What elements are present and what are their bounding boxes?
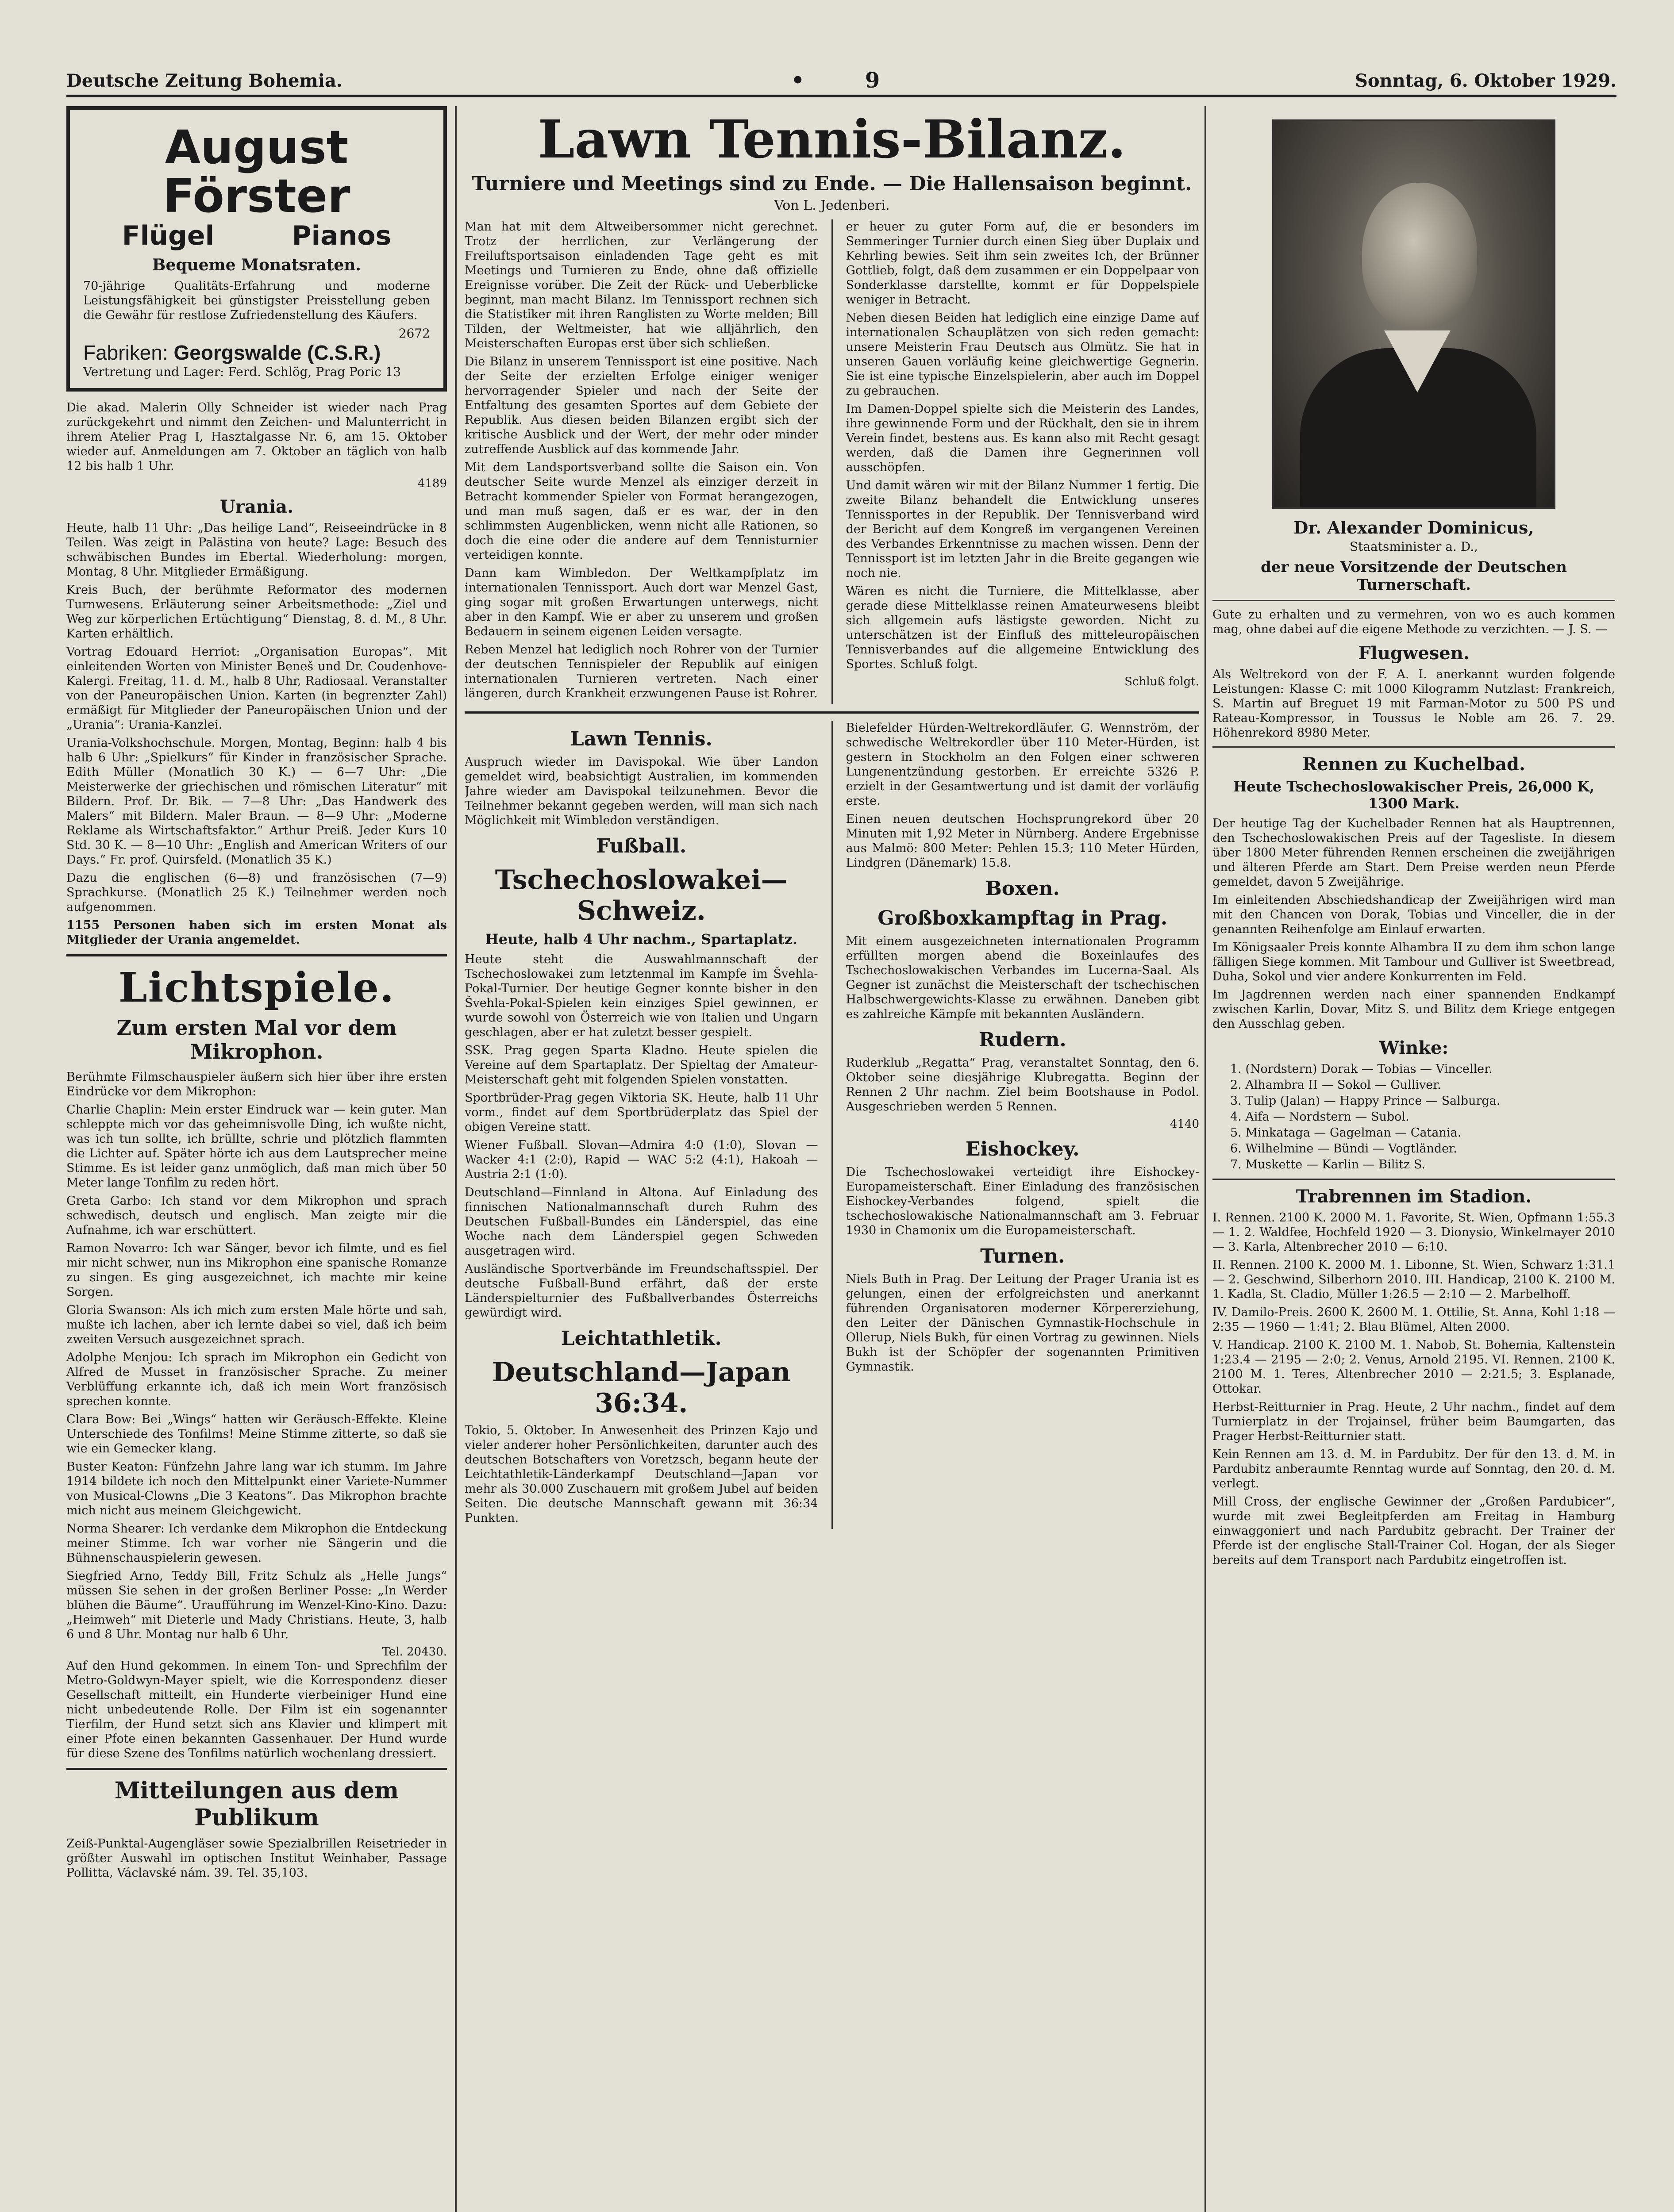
film-paragraph-10: Auf den Hund gekommen. In einem Ton- und Sprechfilm der Metro-Goldwyn-Mayer spielt, wie die Korrespondenz dieser Gesellschaft mitteilt, ein Hunderte vierbeiniger Hund eine nicht unbedeutende Rolle. Der Film ist ein sogenannter Tierfilm, der Hund setzt sich ans Klavier und klimpert mit einer Pfote einen bekannten Gassenhauer. Der Hund wurde für diese Szene des Tonfilms natürlich wochenlang dressiert. xyxy=(66,1659,447,1760)
trotting-paragraph: IV. Damilo-Preis. 2600 K. 2600 M. 1. Ottilie, St. Anna, Kohl 1:18 — 2:35 — 1960 — 1:41; 2. Blau Blümel, Alten 2000. xyxy=(1212,1306,1615,1334)
notice-painter-code: 4189 xyxy=(417,477,447,490)
football-heading: Fußball. xyxy=(596,835,687,857)
film-paragraph-8: Norma Shearer: Ich verdanke dem Mikrophon die Entdeckung meiner Stimme. Ich war vorher nie Sängerin und die Bühnenschauspielerin gewesen. xyxy=(66,1522,447,1565)
tips-list xyxy=(1212,1062,1615,1172)
film-paragraph-2: Greta Garbo: Ich stand vor dem Mikrophon und sprach schwedisch, deutsch und englisch. Man zeigte mir die Aufnahme, ich war erschüttert. xyxy=(66,1194,447,1237)
tennis-heading: Lawn Tennis. xyxy=(570,728,712,750)
divider xyxy=(1212,746,1615,748)
match-time: Heute, halb 4 Uhr nachm., Spartaplatz. xyxy=(485,931,797,948)
ad-right-word: Pianos xyxy=(292,220,392,251)
left-column xyxy=(66,106,447,2212)
article-paragraph: Mit dem Landsportsverband sollte die Saison ein. Von deutscher Seite wurde Menzel als einziger derzeit in Betracht kommender Spieler von Format herangezogen, und man muß sagen, daß er es war, der in den schlimmsten Augenblicken, wenn nicht alle Rationen, so doch die eine oder die andere auf dem Tennisturnier verteidigen konnte. xyxy=(465,461,818,562)
main-article-subtitle: Turniere und Meetings sind zu Ende. — Die Hallensaison beginnt. xyxy=(472,173,1192,195)
right-column xyxy=(1212,106,1615,2212)
icehockey-paragraph: Die Tschechoslowakei verteidigt ihre Eishockey-Europameisterschaft. Einer Einladung des französischen Eishockey-Verbandes folgend, spielt die tschechoslowakische Nationalmannschaft am 3. Februar 1930 in Chamonix um die Europameisterschaft. xyxy=(846,1165,1199,1237)
main-article-body xyxy=(465,219,1199,704)
gymnastics-heading: Turnen. xyxy=(980,1245,1065,1267)
divider xyxy=(1212,600,1615,601)
icehockey-heading: Eishockey. xyxy=(966,1138,1080,1160)
article-paragraph: Und damit wären wir mit der Bilanz Nummer 1 fertig. Die zweite Bilanz behandelt die Entwicklung unseres Tennissportes in der Republik. Der Tennisverband wird der Bericht auf dem Kongreß im vergangenen Vereinen des Verbandes Erkenntnisse zu machen wissen. Denn der Tennissport ist im letzten Jahr in die Breite gegangen wie noch nie. xyxy=(846,479,1199,580)
sports-right xyxy=(846,721,1200,1529)
film-paragraph-7: Buster Keaton: Fünfzehn Jahre lang war ich stumm. Im Jahre 1914 bildete ich noch den Mittelpunkt einer Variete-Nummer von Musical-Clowns „Die 3 Keatons“. Das Mikrophon brachte mich nicht aus meinem Gleichgewicht. xyxy=(66,1460,447,1517)
list-item: 3. Tulip (Jalan) — Happy Prince — Salburga. xyxy=(1230,1094,1501,1108)
ad-left-word: Flügel xyxy=(122,220,215,251)
portrait-caption-role: Staatsminister a. D., xyxy=(1349,539,1478,554)
main-column xyxy=(465,106,1199,2212)
tips-heading: Winke: xyxy=(1379,1037,1449,1058)
list-item: 6. Wilhelmine — Bündi — Vogtländer. xyxy=(1230,1142,1457,1156)
sports-paragraph: Einen neuen deutschen Hochsprungrekord über 20 Minuten mit 1,92 Meter in Nürnberg. Andere Ergebnisse aus Malmö: 800 Meter: Pehlen 15.3; 110 Meter Hürden, Lindgren (Dänemark) 15.8. xyxy=(846,812,1199,870)
article-paragraph: Wären es nicht die Turniere, die Mittelklasse, aber gerade diese Mittelklasse reinen Amateurwesens bleibt sich allgemein aufs lästigste geworden. Nicht zu unterschätzen ist der Einfluß des mitteleuropäischen Tennisverbandes auf die allgemeine Entwicklung des Sportes. Schluß folgt. xyxy=(846,584,1199,671)
results-paragraph: Deutschland—Finnland in Altona. Auf Einladung des finnischen Nationalmannschaft durch Ruhm des Deutschen Fußball-Bundes ein Länderspiel, das eine Woche nach dem Länderspiel gegen Schweden ausgetragen wird. xyxy=(465,1186,818,1258)
portrait-caption-name: Dr. Alexander Dominicus, xyxy=(1293,518,1534,538)
main-article-author: Von L. Jedenberi. xyxy=(774,198,890,213)
list-item: 7. Muskette — Karlin — Bilitz S. xyxy=(1230,1158,1425,1171)
races-paragraph: Der heutige Tag der Kuchelbader Rennen hat als Hauptrennen, den Tschechoslowakischen Preis auf der Tagesliste. In diesem über 1800 Meter führenden Rennen erscheinen die zweijährigen und älteren Pferde am Start. Dem Preise werden neun Pferde gemeldet, davon 5 Zweijährige. xyxy=(1212,817,1615,889)
column-rule-2 xyxy=(1205,106,1206,2212)
film-paragraph-5: Adolphe Menjou: Ich sprach im Mikrophon ein Gedicht von Alfred de Musset in französischer Sprache. Zu meiner Verblüffung erkannte ich, daß ich mein Wort französisch sprechen konnte. xyxy=(66,1351,447,1408)
piano-advertisement xyxy=(66,106,447,392)
rowing-code: 4140 xyxy=(1170,1118,1199,1131)
sports-left xyxy=(465,721,818,1529)
divider xyxy=(465,711,1199,714)
results-paragraph: Ausländische Sportverbände im Freundschaftsspiel. Der deutsche Fußball-Bund erfährt, daß der erste Länderspielturnier des Fußballverbandes Österreichs gewürdigt wird. xyxy=(465,1262,818,1320)
urania-heading: Urania. xyxy=(220,496,293,517)
film-subheading: Zum ersten Mal vor dem Mikrophon. xyxy=(116,1016,397,1064)
column-separator xyxy=(831,219,833,704)
article-paragraph: er heuer zu guter Form auf, die er besonders im Semmeringer Turnier durch einen Sieg über Duplaix und Kehrling bewies. Seit ihm sein zweites Ich, der Brünner Gottlieb, folgt, daß dem zusammen er ein Doppelpaar von Sonderklasse darstellte, kommt er für Doppelspiele weniger in Betracht. xyxy=(846,220,1199,307)
ad-product-row xyxy=(83,220,430,251)
ad-text: 70-jährige Qualitäts-Erfahrung und moderne Leistungsfähigkeit bei günstigster Preisstellung geben die Gewähr für restlose Zufriedenstellung des Käufers. xyxy=(83,279,430,322)
film-heading: Lichtspiele. xyxy=(118,964,395,1011)
trotting-paragraph: I. Rennen. 2100 K. 2000 M. 1. Favorite, St. Wien, Opfmann 1:55.3 — 1. 2. Waldfee, Hochfeld 1920 — 3. Dionysio, Winkelmayer 2010 — 3. Karla, Altenbrecher 2010 — 6:10. xyxy=(1212,1211,1615,1254)
article-paragraph: Man hat mit dem Altweibersommer nicht gerechnet. Trotz der herrlichen, zur Verlängerung der Freiluftsportsaison einladenden Tage geht es mit Meetings und Turnieren zu Ende, ohne daß offizielle Ereignisse vorüber. Die Zeit der Rück- und Ueberblicke beginnt, man macht Bilanz. Im Tennissport rechnen sich die Statistiker mit ihren Ranglisten zu Worte melden; Bill Tilden, der Weltmeister, hat wie alljährlich, den Meisterschaften Europas erst über sich schließen. xyxy=(465,220,818,350)
ad-factory-label: Fabriken: xyxy=(83,341,168,364)
column-rule-1 xyxy=(455,106,457,2212)
portrait-caption-line: der neue Vorsitzende der Deutschen Turnerschaft. xyxy=(1261,558,1567,594)
public-paragraph-1: Zeiß-Punktal-Augengläser sowie Spezialbrillen Reisetrieder in größter Auswahl im optischen Institut Weinhaber, Passage Pollitta, Václavské nám. 39. Tel. 35,103. xyxy=(66,1837,447,1880)
results-paragraph: Wiener Fußball. Slovan—Admira 4:0 (1:0), Slovan — Wacker 4:1 (2:0), Rapid — WAC 5:2 (4:1), Hakoah — Austria 2:1 (1:0). xyxy=(465,1138,818,1181)
film-paragraph-9-phone: Tel. 20430. xyxy=(382,1645,447,1659)
pardubitz-paragraph: Kein Rennen am 13. d. M. in Pardubitz. Der für den 13. d. M. in Pardubitz anberaumte Renntag wurde auf Sonntag, den 20. d. M. verlegt. xyxy=(1212,1448,1615,1490)
article-paragraph: Reben Menzel hat lediglich noch Rohrer von der Turnier der deutschen Tennispieler der Republik auf einigen internationalen Turnieren vertreten. Nach einer längeren, durch Krankheit erzwungenen Pause ist Rohrer. xyxy=(465,643,818,700)
sports-section xyxy=(465,721,1199,1529)
list-item: 2. Alhambra II — Sokol — Gulliver. xyxy=(1230,1078,1441,1092)
races-paragraph: Im Königsaaler Preis konnte Alhambra II zu dem ihm schon lange fälligen Siege kommen. Mit Tambour und Gulliver ist Sweetbread, Duha, Sokol und vier andere Konkurrenten im Feld. xyxy=(1212,941,1615,983)
boxing-subheading: Großboxkampftag in Prag. xyxy=(877,907,1168,929)
trotting-heading: Trabrennen im Stadion. xyxy=(1296,1186,1532,1207)
list-item: 1. (Nordstern) Dorak — Tobias — Vinceller. xyxy=(1230,1062,1493,1076)
races-subheading: Heute Tschechoslowakischer Preis, 26,000 K, 1300 Mark. xyxy=(1233,778,1594,812)
ad-brand: August Förster xyxy=(163,120,350,223)
rowing-paragraph: Ruderklub „Regatta“ Prag, veranstaltet Sonntag, den 6. Oktober seine diesjährige Klubregatta. Beginn der Rennen 2 Uhr nachm. Ziel beim Bootshause in Podol. Ausgeschrieben werden 5 Rennen. xyxy=(846,1056,1199,1114)
athletics-paragraph: Tokio, 5. Oktober. In Anwesenheit des Prinzen Kajo und vieler anderer hoher Persönlichkeiten, darunter auch des deutschen Botschafters von Voretzsch, begann heute der Leichtathletik-Länderkampf Deutschland—Japan vor mehr als 30.000 Zuschauern mit großem Jubel auf beiden Seiten. Die deutsche Mannschaft gewann mit 36:34 Punkten. xyxy=(465,1424,818,1525)
list-item: 5. Minkataga — Gagelman — Catania. xyxy=(1230,1126,1462,1140)
portrait-face xyxy=(1362,183,1477,329)
article-paragraph: Neben diesen Beiden hat lediglich eine einzige Dame auf internationalen Schauplätzen von sich reden gemacht: unsere Meisterin Frau Deutsch aus Olmütz. Sie hat in unseren Gauen vorläufig keine gleichwertige Gegnerin. Sie ist eine typische Einzelspielerin, aber auch im Doppel zu gebrauchen. xyxy=(846,311,1199,398)
boxing-heading: Boxen. xyxy=(985,877,1060,900)
masthead-date: Sonntag, 6. Oktober 1929. xyxy=(1355,70,1616,91)
list-item: 4. Aifa — Nordstern — Subol. xyxy=(1230,1110,1409,1124)
gymnastics-paragraph: Niels Buth in Prag. Der Leitung der Prager Urania ist es gelungen, einen der erfolgreichsten und anerkannt führenden Organisatoren moderner Körpererziehung, den Leiter der Dänischen Gymnastik-Hochschule in Ollerup, Niels Bukh, für einen Vortrag zu gewinnen. Niels Bukh ist der Schöpfer der sogenannten Primitiven Gymnastik. xyxy=(846,1272,1199,1374)
divider xyxy=(66,954,447,956)
match-heading: Tschechoslowakei—Schweiz. xyxy=(495,864,788,926)
public-heading: Mitteilungen aus dem Publikum xyxy=(114,1777,399,1831)
masthead-paper-name: Deutsche Zeitung Bohemia. xyxy=(66,70,342,91)
match-paragraph: SSK. Prag gegen Sparta Kladno. Heute spielen die Vereine auf dem Spartaplatz. Der Spieltag der Amateur-Meisterschaft geht mit folgenden Spielen vonstatten. xyxy=(465,1044,818,1087)
trotting-paragraph: II. Rennen. 2100 K. 2000 M. 1. Libonne, St. Wien, Schwarz 1:31.1 — 2. Geschwind, Silberhorn 2010. III. Handicap, 2100 K. 2100 M. 1. Kadla, St. Cladio, Müller 1:26.5 — 2:10 — 2. Marbelhoff. xyxy=(1212,1258,1615,1301)
sports-paragraph: Bielefelder Hürden-Weltrekordläufer. G. Wennström, der schwedische Weltrekordler über 110 Meter-Hürden, ist gestern in Stockholm an den Folgen einer schweren Lungenentzündung gestorben. Er erreichte 5326 P. erzielt in der Gesamtwertung und ist damit der vorläufig erste. xyxy=(846,721,1199,808)
ad-factory xyxy=(83,341,430,365)
trotting-paragraph: V. Handicap. 2100 K. 2100 M. 1. Nabob, St. Bohemia, Kaltenstein 1:23.4 — 2195 — 2:0; 2. Venus, Arnold 2195. VI. Rennen. 2100 K. 2100 M. 1. Teres, Altenbrecher 2010 — 2:21.5; 3. Esplanade, Ottokar. xyxy=(1212,1338,1615,1396)
film-paragraph-4: Gloria Swanson: Als ich mich zum ersten Male hörte und sah, mußte ich lachen, aber ich lernte dabei so viel, daß ich beim zweiten Versuch ausgezeichnet sprach. xyxy=(66,1303,447,1346)
ad-code: 2672 xyxy=(398,326,430,341)
athletics-result: Deutschland—Japan 36:34. xyxy=(492,1357,791,1419)
aviation-heading: Flugwesen. xyxy=(1358,643,1470,664)
film-intro: Berühmte Filmschauspieler äußern sich hier über ihre ersten Eindrücke vor dem Mikrophon: xyxy=(66,1070,447,1098)
film-paragraph-3: Ramon Novarro: Ich war Sänger, bevor ich filmte, und es fiel mir nicht schwer, nun ins Mikrophon eine spanische Romanze zu singen. Es ging ausgezeichnet, ich machte mir keine Sorgen. xyxy=(66,1241,447,1299)
boxing-paragraph: Mit einem ausgezeichneten internationalen Programm erfüllten morgen abend die Boxeinlaufes des Tschechoslowakischen Verbandes im Lucerna-Saal. Als Gegner ist zunächst die Meisterschaft der tschechischen Halbschwergewichts-Klasse zu erwähnen. Daneben gibt es zahlreiche Kämpfe mit bekannten Ausländern. xyxy=(846,934,1199,1021)
portrait-photo xyxy=(1272,119,1555,509)
masthead xyxy=(66,66,1616,97)
film-paragraph-1: Charlie Chaplin: Mein erster Eindruck war — kein guter. Man schleppte mich vor das geheimnisvolle Ding, ich wußte nicht, was ich tun sollte, ich brüllte, schrie und plötzlich flammten die Lichter auf. Später hörte ich aus dem Lautsprecher meine Stimme. Es ist leider ganz unmöglich, daß man mich über 50 Meter lange Tonfilm zu reden hört. xyxy=(66,1103,447,1190)
article-paragraph: Im Damen-Doppel spielte sich die Meisterin des Landes, ihre gewinnende Form und der Rückhalt, den sie in ihrem Verein findet, bestens aus. Es kann also mit Recht gesagt werden, daß die Damen ihre Gegnerinnen voll ausschöpfen. xyxy=(846,402,1199,474)
match-paragraph: Sportbrüder-Prag gegen Viktoria SK. Heute, halb 11 Uhr vorm., findet auf dem Sportbrüderplatz das Spiel der obigen Vereine statt. xyxy=(465,1091,818,1134)
ad-subtitle: Bequeme Monatsraten. xyxy=(152,256,361,274)
match-paragraph: Heute steht die Auswahlmannschaft der Tschechoslowakei zum letztenmal im Kampfe im Švehla-Pokal-Turnier. Der heutige Gegner konnte bisher in den Švehla-Pokal-Spielen kein einziges Spiel gewinnen, er wurde sowohl von Österreich wie von Italien und Ungarn geschlagen, aber er hat zuletzt besser gespielt. xyxy=(465,952,818,1039)
races-heading: Rennen zu Kuchelbad. xyxy=(1302,754,1525,775)
athletics-heading: Leichtathletik. xyxy=(561,1327,722,1350)
races-paragraph: Im Jagdrennen werden nach einer spannenden Endkampf zwischen Karlin, Dovar, Mitz S. und Bilitz dem Kriege entgegen den Ausschlag geben. xyxy=(1212,988,1615,1031)
article-paragraph: Die Bilanz in unserem Tennissport ist eine positive. Nach der Seite der erzielten Erfolge einiger weniger hervorragender Spieler und nach der Seite der Entfaltung des gesamten Sportes auf dem Gebiete der Republik. Aus diesen beiden Bilanzen ergibt sich der kritische Ausblick und der Wert, der mehr oder minder zutreffende Ausblick auf das kommende Jahr. xyxy=(465,355,818,456)
ad-agency: Vertretung und Lager: Ferd. Schlög, Prag Poric 13 xyxy=(83,365,401,379)
tennis-paragraph: Auspruch wieder im Davispokal. Wie über Landon gemeldet wird, beabsichtigt Australien, im kommenden Jahre wieder am Davispokal teilzunehmen. Bevor die Teilnehmer bekannt gegeben werden, will man sich nach Möglichkeit mit Wimbledon verständigen. xyxy=(465,755,818,827)
urania-paragraph-2: Kreis Buch, der berühmte Reformator des modernen Turnwesens. Erläuterung seiner Arbeitsmethode: „Ziel und Weg zur körperlichen Ertüchtigung“ Dienstag, 8. d. M., 8 Uhr. Karten erhältlich. xyxy=(66,583,447,641)
rowing-heading: Rudern. xyxy=(978,1029,1066,1051)
main-article-left xyxy=(465,219,818,704)
column-separator xyxy=(831,721,833,1529)
article-paragraph: Dann kam Wimbledon. Der Weltkampfplatz im internationalen Tennissport. Auch dort war Menzel Gast, ging sogar mit großen Erwartungen unterwegs, nicht aber in den Kampf. Wie er aber zu unserem und großen Bedauern in seinem eigenen Leiden versagte. xyxy=(465,566,818,638)
main-article-right xyxy=(846,219,1200,704)
urania-paragraph-3: Vortrag Edouard Herriot: „Organisation Europas“. Mit einleitenden Worten von Minister Beneš und Dr. Coudenhove-Kalergi. Freitag, 11. d. M., halb 8 Uhr, Radiosaal. Veranstalter von der Paneuropäischen Union. Karten (in begrenzter Zahl) ermäßigt für Mitglieder der Paneuropäischen Union und der „Urania“: Urania-Kanzlei. xyxy=(66,645,447,732)
urania-paragraph-5: Dazu die englischen (6—8) und französischen (7—9) Sprachkurse. (Monatlich 25 K.) Teilnehmer werden noch aufgenommen. xyxy=(66,871,447,914)
article-signoff: Schluß folgt. xyxy=(1124,675,1199,688)
film-paragraph-9: Siegfried Arno, Teddy Bill, Fritz Schulz als „Helle Jungs“ müssen Sie sehen in der großen Berliner Posse: „In Werder blühen die Bäume“. Uraufführung im Wenzel-Kino-Kino. Dazu: „Heimweh“ mit Dieterle und Mady Christians. Heute, 3, halb 6 und 8 Uhr. Montag nur halb 6 Uhr. xyxy=(66,1569,447,1641)
millcross-paragraph: Mill Cross, der englische Gewinner der „Großen Pardubicer“, wurde mit zwei Begleitpferden am Freitag in Hamburg einwaggoniert und nach Pardubitz gebracht. Der Trainer der Pferde ist der englische Stall-Trainer Col. Hogan, der als Sieger bereits auf dem Transport nach Pardubitz eingetroffen ist. xyxy=(1212,1495,1615,1567)
film-paragraph-6: Clara Bow: Bei „Wings“ hatten wir Geräusch-Effekte. Kleine Unterschiede des Tonfilms! Meine Stimme zitterte, so daß sie wie ein Gemecker klang. xyxy=(66,1413,447,1455)
masthead-page-number: • 9 xyxy=(791,68,907,93)
urania-paragraph-4: Urania-Volkshochschule. Morgen, Montag, Beginn: halb 4 bis halb 6 Uhr: „Spielkurs“ für Kinder in französischer Sprache. Edith Müller (Monatlich 30 K.) — 6—7 Uhr: „Die Meisterwerke der griechischen und römischen Literatur“ mit Bildern. Prof. Dr. Bik. — 7—8 Uhr: „Das Handwerk des Malers“ mit Bildern. Maler Braun. — 8—9 Uhr: „Moderne Reklame als Wirtschaftsfaktor.“ Arthur Preiß. Jeder Kurs 10 Std. 30 K. — 8—10 Uhr: „English and American Writers of our Days.“ Fr. prof. Quirsfeld. (Monatlich 35 K.) xyxy=(66,736,447,867)
divider xyxy=(66,1768,447,1770)
main-article-title: Lawn Tennis-Bilanz. xyxy=(538,108,1126,170)
aviation-paragraph: Als Weltrekord von der F. A. I. anerkannt wurden folgende Leistungen: Klasse C: mit 1000 Kilogramm Nutzlast: Frankreich, S. Martin auf Breguet 19 mit Farman-Motor zu 500 PS und Rateau-Kompressor, in Toussus le Noble am 26. 7. 29. Höhenrekord 8980 Meter. xyxy=(1212,668,1615,740)
intro-paragraph: Gute zu erhalten und zu vermehren, von wo es auch kommen mag, ohne dabei auf die eigene Methode zu verzichten. — J. S. — xyxy=(1212,608,1615,636)
ad-factory-place: Georgswalde (C.S.R.) xyxy=(173,341,381,364)
races-paragraph: Im einleitenden Abschiedshandicap der Zweijährigen wird man mit den Chancen von Dorak, Tobias und Vinceller, die in der genannten Reihenfolge am Einlauf erwarten. xyxy=(1212,893,1615,936)
urania-paragraph-6: 1155 Personen haben sich im ersten Monat als Mitglieder der Urania angemeldet. xyxy=(66,918,447,947)
divider xyxy=(1212,1179,1615,1180)
urania-paragraph-1: Heute, halb 11 Uhr: „Das heilige Land“, Reiseeindrücke in 8 Teilen. Was zeigt in Palästina von heute? Lage: Besuch des schwäbischen Bundes im Ebertal. Wiederholung: morgen, Montag, 8 Uhr. Mitglieder Ermäßigung. xyxy=(66,521,447,579)
riding-paragraph: Herbst-Reitturnier in Prag. Heute, 2 Uhr nachm., findet auf dem Turnierplatz in der Trojainsel, früher beim Baumgarten, das Prager Herbst-Reitturnier statt. xyxy=(1212,1400,1615,1443)
notice-painter: Die akad. Malerin Olly Schneider ist wieder nach Prag zurückgekehrt und nimmt den Zeichen- und Malunterricht in ihrem Atelier Prag I, Hasztalgasse Nr. 6, am 15. Oktober wieder auf. Anmeldungen am 7. Oktober an täglich von halb 12 bis halb 1 Uhr. xyxy=(66,401,447,473)
